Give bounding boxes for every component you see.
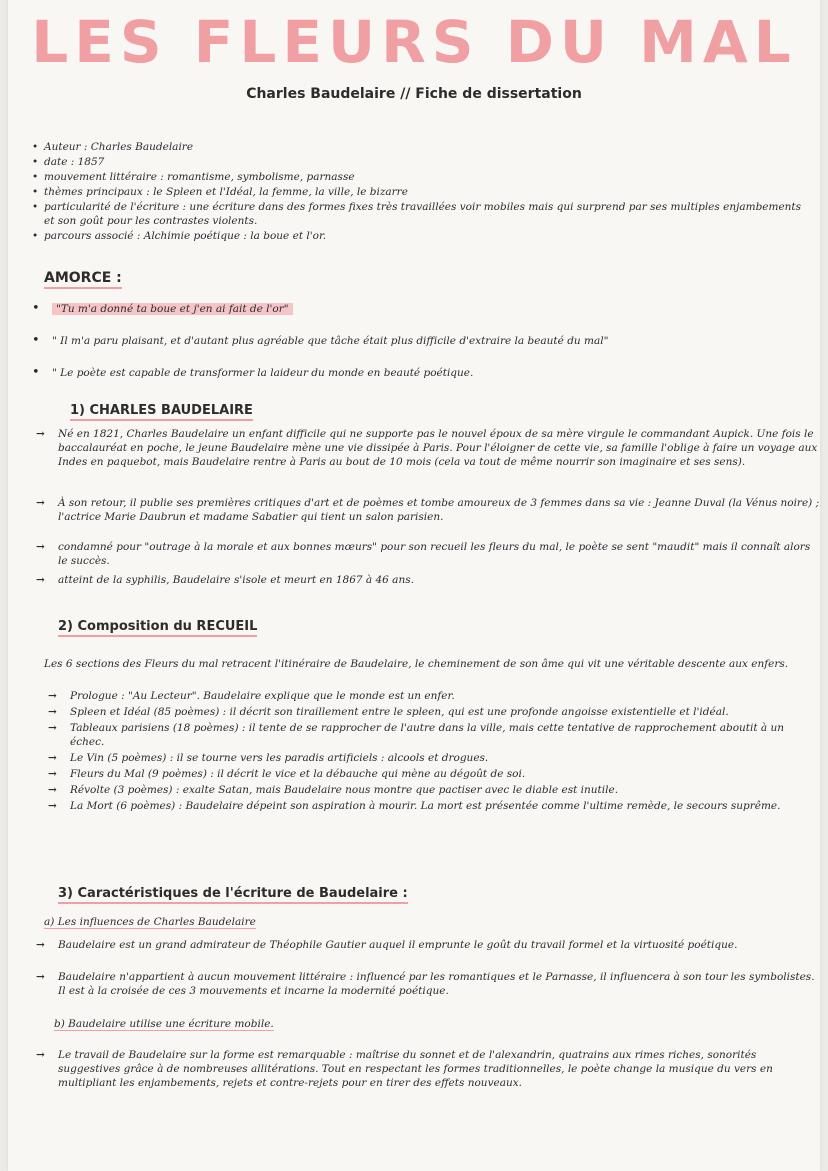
section-heading-baudelaire: 1) CHARLES BAUDELAIRE: [70, 403, 253, 421]
arrow-item: [36, 573, 820, 587]
quote-item: [32, 302, 828, 316]
info-writing: • particularité de l'écriture : une écriture dans des formes fixes très travaillées voir mobiles mais qui surprend par ses multiples enjambements et son goût pour les contrastes violents.: [32, 200, 802, 228]
arrow-icon: →: [36, 971, 45, 983]
composition-intro: Les 6 sections des Fleurs du mal retracent l'itinéraire de Baudelaire, le cheminement de son âme qui vit une véritable descente aux enfers.: [44, 658, 789, 670]
sections-list: [48, 689, 814, 815]
bullet-icon: •: [32, 365, 40, 380]
list-item: → Tableaux parisiens (18 poèmes) : il tente de se rapprocher de l'autre dans la ville, mais cette tentative de rapprochement aboutit à un échec.: [48, 721, 814, 749]
arrow-item-text: Né en 1821, Charles Baudelaire un enfant difficile qui ne supporte pas le nouvel époux de sa mère virgule le commandant Aupick. Une fois le baccalauréat en poche, le jeune Baudelaire mène une vie dissipée à Paris. Pour l'éloigner de cette vie, sa famille l'oblige à faire un voyage aux Indes en paquebot, mais Baudelaire rentre à Paris au bout de 10 mois (cela va tout de même nourrir son imaginaire et ses sens).: [58, 428, 818, 468]
highlighted-quote: "Tu m'a donné ta boue et j'en ai fait de l'or": [52, 303, 293, 315]
arrow-item: [36, 496, 820, 524]
arrow-item-text: Baudelaire est un grand admirateur de Théophile Gautier auquel il emprunte le goût du travail formel et la virtuosité poétique.: [58, 939, 738, 951]
list-item: → Révolte (3 poèmes) : exalte Satan, mais Baudelaire nous montre que pactiser avec le diable est inutile.: [48, 783, 814, 797]
section-heading-composition: 2) Composition du RECUEIL: [58, 619, 257, 637]
quote-text: " Le poète est capable de transformer la laideur du monde en beauté poétique.: [52, 367, 474, 379]
arrow-item: [36, 540, 820, 568]
arrow-icon: →: [36, 428, 45, 440]
list-item: → Le Vin (5 poèmes) : il se tourne vers les paradis artificiels : alcools et drogues.: [48, 751, 814, 765]
info-date: • date : 1857: [32, 155, 802, 169]
info-themes: • thèmes principaux : le Spleen et l'Idéal, la femme, la ville, le bizarre: [32, 185, 802, 199]
arrow-item-text: À son retour, il publie ses premières critiques d'art et de poèmes et tombe amoureux de 3 femmes dans sa vie : Jeanne Duval (la Vénus noire) ; l'actrice Marie Daubrun et madame Sabatier qui tient un salon parisien.: [58, 497, 820, 523]
list-item: → Fleurs du Mal (9 poèmes) : il décrit le vice et la débauche qui mène au dégoût de soi.: [48, 767, 814, 781]
arrow-item-text: Le travail de Baudelaire sur la forme est remarquable : maîtrise du sonnet et de l'alexandrin, quatrains aux rimes riches, sonorités suggestives grâce à de nombreuses allitérations. Tout en respectant les formes traditionnelles, le poète change la musique du vers en multipliant les enjambements, rejets et contre-rejets pour en tirer des effets nouveaux.: [58, 1049, 773, 1089]
quote-item: [32, 334, 828, 348]
page-subtitle: Charles Baudelaire // Fiche de dissertation: [246, 86, 582, 102]
quote-item: [32, 366, 828, 380]
amorce-heading: AMORCE :: [44, 270, 122, 289]
arrow-icon: →: [36, 1049, 45, 1061]
arrow-item-text: Baudelaire n'appartient à aucun mouvement littéraire : influencé par les romantiques et le Parnasse, il influencera à son tour les symbolistes. Il est à la croisée de ces 3 mouvements et incarne la modernité poétique.: [58, 971, 815, 997]
arrow-item: [36, 938, 820, 952]
list-item: → La Mort (6 poèmes) : Baudelaire dépeint son aspiration à mourir. La mort est présentée comme l'ultime remède, le secours suprême.: [48, 799, 814, 813]
subheading-mobile-writing: b) Baudelaire utilise une écriture mobile.: [54, 1018, 274, 1030]
info-movement: • mouvement littéraire : romantisme, symbolisme, parnasse: [32, 170, 802, 184]
note-sheet: [8, 0, 820, 1171]
info-author: • Auteur : Charles Baudelaire: [32, 140, 802, 154]
arrow-icon: →: [36, 497, 45, 509]
section-heading-writing: 3) Caractéristiques de l'écriture de Baudelaire :: [58, 886, 408, 904]
arrow-item: [36, 427, 820, 469]
arrow-item-text: condamné pour "outrage à la morale et aux bonnes mœurs" pour son recueil les fleurs du mal, le poète se sent "maudit" mais il connaît alors le succès.: [58, 541, 811, 567]
arrow-item-text: atteint de la syphilis, Baudelaire s'isole et meurt en 1867 à 46 ans.: [58, 574, 414, 586]
arrow-icon: →: [36, 574, 45, 586]
list-item: → Prologue : "Au Lecteur". Baudelaire explique que le monde est un enfer.: [48, 689, 814, 703]
arrow-icon: →: [36, 939, 45, 951]
quote-text: " Il m'a paru plaisant, et d'autant plus agréable que tâche était plus difficile d'extraire la beauté du mal": [52, 335, 609, 347]
arrow-item: [36, 1048, 820, 1090]
info-parcours: • parcours associé : Alchimie poétique : la boue et l'or.: [32, 229, 802, 243]
subheading-influences: a) Les influences de Charles Baudelaire: [44, 916, 256, 928]
arrow-item: [36, 970, 820, 998]
bullet-icon: •: [32, 333, 40, 348]
page-title: LES FLEURS DU MAL: [31, 8, 797, 76]
list-item: → Spleen et Idéal (85 poèmes) : il décrit son tiraillement entre le spleen, qui est une profonde angoisse existentielle et l'idéal.: [48, 705, 814, 719]
bullet-icon: •: [32, 301, 40, 316]
info-list: [32, 140, 802, 244]
arrow-icon: →: [36, 541, 45, 553]
